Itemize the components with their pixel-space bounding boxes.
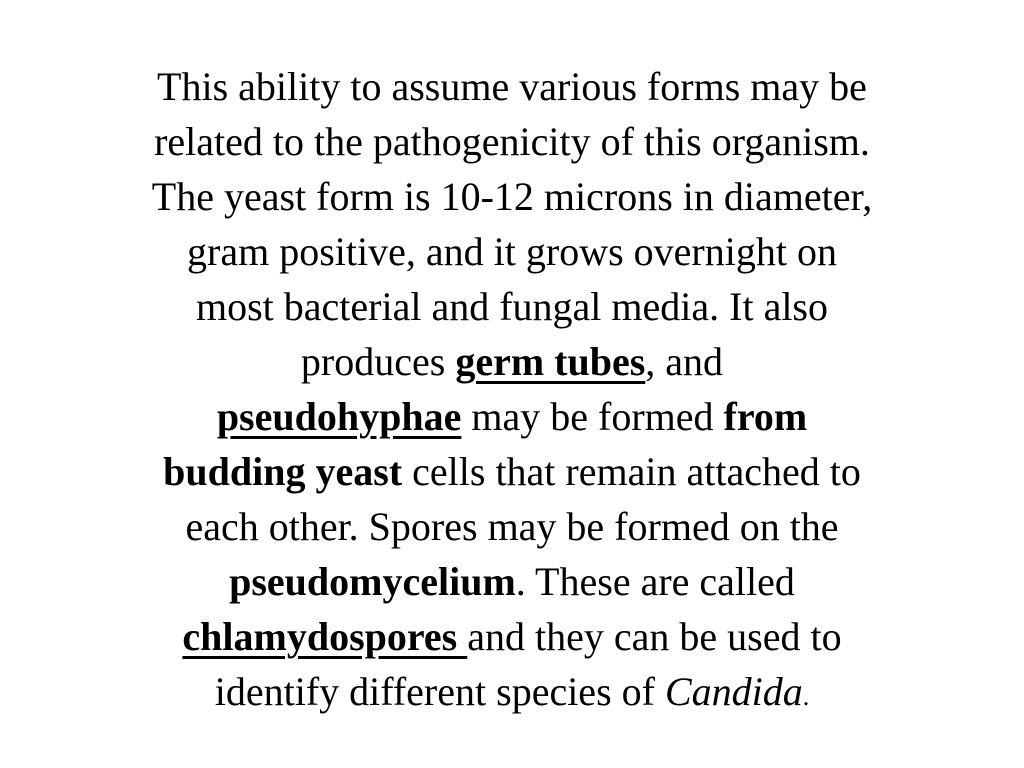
text-line-11 xyxy=(52,609,972,664)
text-line-9: each other. Spores may be formed on the xyxy=(185,504,839,549)
text-line-7 xyxy=(52,389,972,444)
final-period: . xyxy=(802,682,810,711)
text-run: may be formed xyxy=(461,394,724,439)
term-chlamydospores: chlamydospores xyxy=(182,614,468,659)
text-run: produces xyxy=(300,339,456,384)
text-line-1: This ability to assume various forms may be xyxy=(157,64,867,109)
text-run: . These are called xyxy=(515,559,795,604)
text-line-4: gram positive, and it grows overnight on xyxy=(187,229,837,274)
text-line-12 xyxy=(52,664,972,724)
emphasis-budding-yeast: budding yeast xyxy=(163,449,403,494)
term-pseudohyphae: pseudohyphae xyxy=(216,394,462,439)
text-line-5: most bacterial and fungal media. It also xyxy=(195,284,828,329)
emphasis-from: from xyxy=(723,394,808,439)
text-line-6 xyxy=(52,334,972,389)
text-run: identify different species of xyxy=(214,669,665,714)
body-paragraph xyxy=(52,59,972,724)
term-pseudomycelium: pseudomycelium xyxy=(229,559,516,604)
text-run: , and xyxy=(645,339,724,384)
text-line-3: The yeast form is 10-12 microns in diameter, xyxy=(151,174,873,219)
text-line-8 xyxy=(52,444,972,499)
text-run: cells that remain attached to xyxy=(402,449,861,494)
text-line-10 xyxy=(52,554,972,609)
text-line-2: related to the pathogenicity of this organism. xyxy=(154,119,870,164)
text-run: and they can be used to xyxy=(467,614,842,659)
term-germ-tubes: germ tubes xyxy=(455,339,646,384)
term-candida: Candida xyxy=(664,669,803,714)
